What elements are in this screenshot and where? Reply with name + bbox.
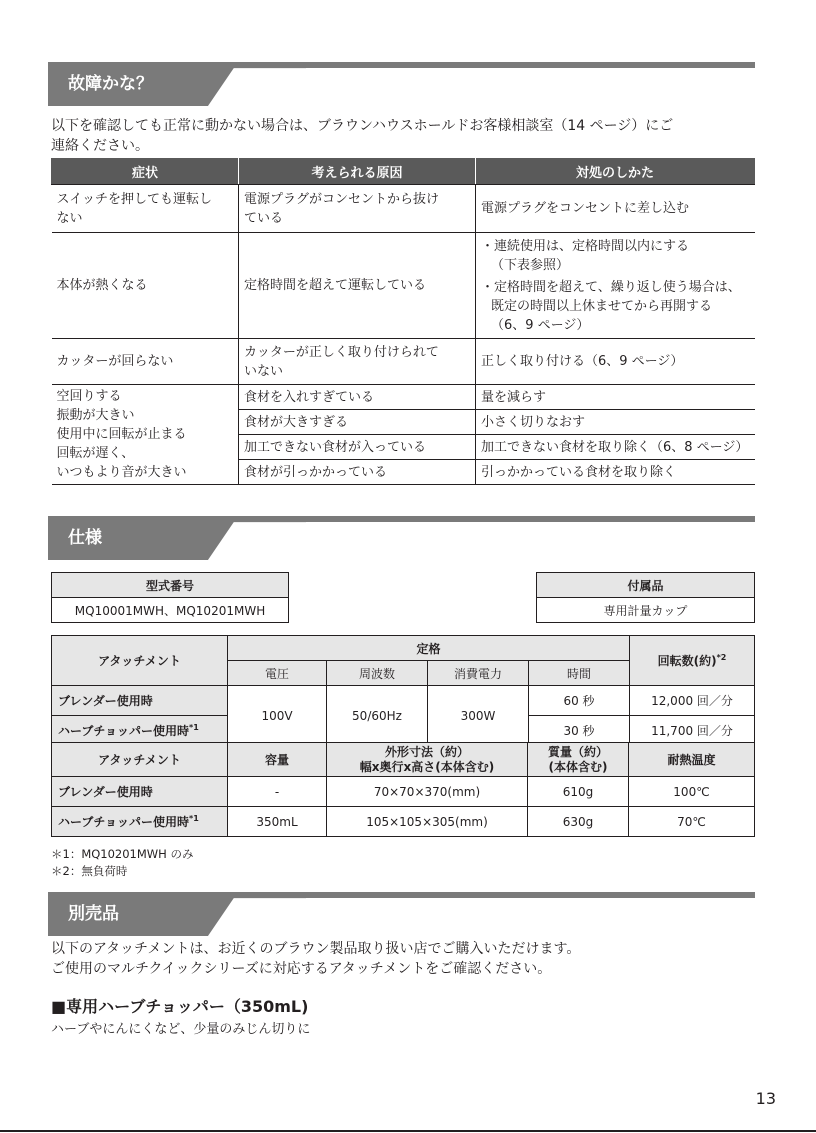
row-label xyxy=(52,807,228,837)
spec-table-1 xyxy=(51,635,755,746)
attachment-header: アタッチメント xyxy=(52,636,228,686)
text-line: ない xyxy=(56,210,83,226)
symptom-cell: カッターが回らない xyxy=(52,339,239,385)
text-line: いない xyxy=(244,363,284,379)
accessory-value: 専用計量カップ xyxy=(537,598,755,623)
text-line: 使用中に回転が止まる xyxy=(56,427,187,442)
cause-cell: 定格時間を超えて運転している xyxy=(239,233,476,339)
bottom-rule xyxy=(0,1130,816,1132)
text-line: 振動が大きい xyxy=(56,408,135,423)
intro-line: ご使用のマルチクイックシリーズに対応するアタッチメントをご確認ください。 xyxy=(51,961,552,977)
capacity-value: 350mL xyxy=(228,807,327,837)
intro-line: 以下のアタッチメントは、お近くのブラウン製品取り扱い店でご購入いただけます。 xyxy=(51,941,581,957)
rpm-header xyxy=(630,636,755,686)
text-line: 回転が遅く、 xyxy=(56,446,135,461)
cause-cell xyxy=(239,339,476,385)
col-header: 症状 xyxy=(52,159,239,185)
heat-value: 100℃ xyxy=(629,777,755,807)
fix-cell: 量を減らす xyxy=(476,385,755,410)
text-line: ている xyxy=(244,210,284,226)
footnote-mark: *1 xyxy=(189,723,199,732)
optional-desc: ハーブやにんにくなど、少量のみじん切りに xyxy=(51,1022,311,1037)
optional-title: ■専用ハーブチョッパー（350mL) xyxy=(51,997,309,1016)
model-header: 型式番号 xyxy=(52,573,289,598)
fix-cell: 小さく切りなおす xyxy=(476,410,755,435)
fix-cell: 電源プラグをコンセントに差し込む xyxy=(476,185,755,233)
dims-value: 105×105×305(mm) xyxy=(327,807,528,837)
text-line: 幅x奥行x高さ(本体含む) xyxy=(359,759,495,774)
row-label-text: ハーブチョッパー使用時 xyxy=(58,724,190,738)
sub-header: 時間 xyxy=(529,661,630,686)
time-value: 60 秒 xyxy=(529,686,630,716)
text-line: 質量（約） xyxy=(547,744,608,759)
frequency-value: 50/60Hz xyxy=(327,686,428,746)
accessory-header: 付属品 xyxy=(537,573,755,598)
power-value: 300W xyxy=(428,686,529,746)
text-line: 電源プラグがコンセントから抜け xyxy=(244,191,440,207)
cause-cell: 加工できない食材が入っている xyxy=(239,435,476,460)
footnote: ＊1：MQ10201MWH のみ xyxy=(51,847,194,861)
sub-header: 消費電力 xyxy=(428,661,529,686)
fix-cell xyxy=(476,233,755,339)
mass-header xyxy=(528,743,629,777)
text-line: ・定格時間を超えて、繰り返し使う場合は、 xyxy=(481,279,741,295)
mass-value: 610g xyxy=(528,777,629,807)
section-header-spec xyxy=(48,516,755,560)
accessory-table xyxy=(536,572,755,623)
footnote-mark: *1 xyxy=(189,814,199,823)
footnote-mark: *2 xyxy=(716,653,727,662)
sub-header: 電圧 xyxy=(228,661,327,686)
voltage-value: 100V xyxy=(228,686,327,746)
fix-cell: 引っかかっている食材を取り除く xyxy=(476,460,755,485)
section-title: 仕様 xyxy=(68,528,102,548)
text-line: （6、9 ページ） xyxy=(491,317,590,333)
capacity-value: - xyxy=(228,777,327,807)
model-table xyxy=(51,572,289,623)
rpm-value: 11,700 回／分 xyxy=(630,716,755,746)
cause-cell xyxy=(239,185,476,233)
text-line: ・連続使用は、定格時間以内にする xyxy=(481,238,690,254)
fix-cell: 加工できない食材を取り除く（6、8 ページ） xyxy=(476,435,755,460)
footnotes xyxy=(51,846,193,880)
row-label-text: ハーブチョッパー使用時 xyxy=(58,815,190,829)
symptom-cell xyxy=(52,385,239,485)
spec-table-2 xyxy=(51,742,755,837)
cause-cell: 食材を入れすぎている xyxy=(239,385,476,410)
col-header: 考えられる原因 xyxy=(239,159,476,185)
fix-cell: 正しく取り付ける（6、9 ページ） xyxy=(476,339,755,385)
text-line: いつもより音が大きい xyxy=(56,465,187,480)
text-line: 既定の時間以上休ませてから再開する xyxy=(491,298,713,314)
intro-text xyxy=(51,116,761,156)
cause-cell: 食材が引っかかっている xyxy=(239,460,476,485)
text-line: 空回りする xyxy=(56,389,122,404)
dims-value: 70×70×370(mm) xyxy=(327,777,528,807)
text-line: (本体含む) xyxy=(548,759,608,774)
text-line: カッターが正しく取り付けられて xyxy=(244,344,439,360)
trouble-table xyxy=(51,158,755,485)
text-line: 外形寸法（約） xyxy=(384,744,469,759)
dims-header xyxy=(327,743,528,777)
sub-header: 周波数 xyxy=(327,661,428,686)
rated-header: 定格 xyxy=(228,636,630,661)
cause-cell: 食材が大きすぎる xyxy=(239,410,476,435)
intro-line: 連絡ください。 xyxy=(51,138,149,154)
symptom-cell: 本体が熱くなる xyxy=(52,233,239,339)
section-header-optional xyxy=(48,892,755,936)
time-value: 30 秒 xyxy=(529,716,630,746)
page-number: 13 xyxy=(755,1089,776,1108)
attachment-header: アタッチメント xyxy=(52,743,228,777)
text-line: （下表参照） xyxy=(491,257,570,273)
symptom-cell xyxy=(52,185,239,233)
heat-header: 耐熱温度 xyxy=(629,743,755,777)
rpm-value: 12,000 回／分 xyxy=(630,686,755,716)
row-label: ブレンダー使用時 xyxy=(52,686,228,716)
section-title: 故障かな？ xyxy=(68,74,153,94)
text-line: スイッチを押しても運転し xyxy=(56,191,212,207)
mass-value: 630g xyxy=(528,807,629,837)
footnote: ＊2：無負荷時 xyxy=(51,864,128,878)
section-title: 別売品 xyxy=(68,904,119,924)
row-label xyxy=(52,716,228,746)
model-value: MQ10001MWH、MQ10201MWH xyxy=(52,598,289,623)
intro-line: 以下を確認しても正常に動かない場合は、ブラウンハウスホールドお客様相談室（14 ページ）にご xyxy=(51,118,674,134)
capacity-header: 容量 xyxy=(228,743,327,777)
intro-text xyxy=(51,939,761,979)
rpm-label: 回転数(約) xyxy=(657,654,717,668)
heat-value: 70℃ xyxy=(629,807,755,837)
row-label: ブレンダー使用時 xyxy=(52,777,228,807)
section-header-troubleshooting xyxy=(48,62,755,106)
col-header: 対処のしかた xyxy=(476,159,755,185)
